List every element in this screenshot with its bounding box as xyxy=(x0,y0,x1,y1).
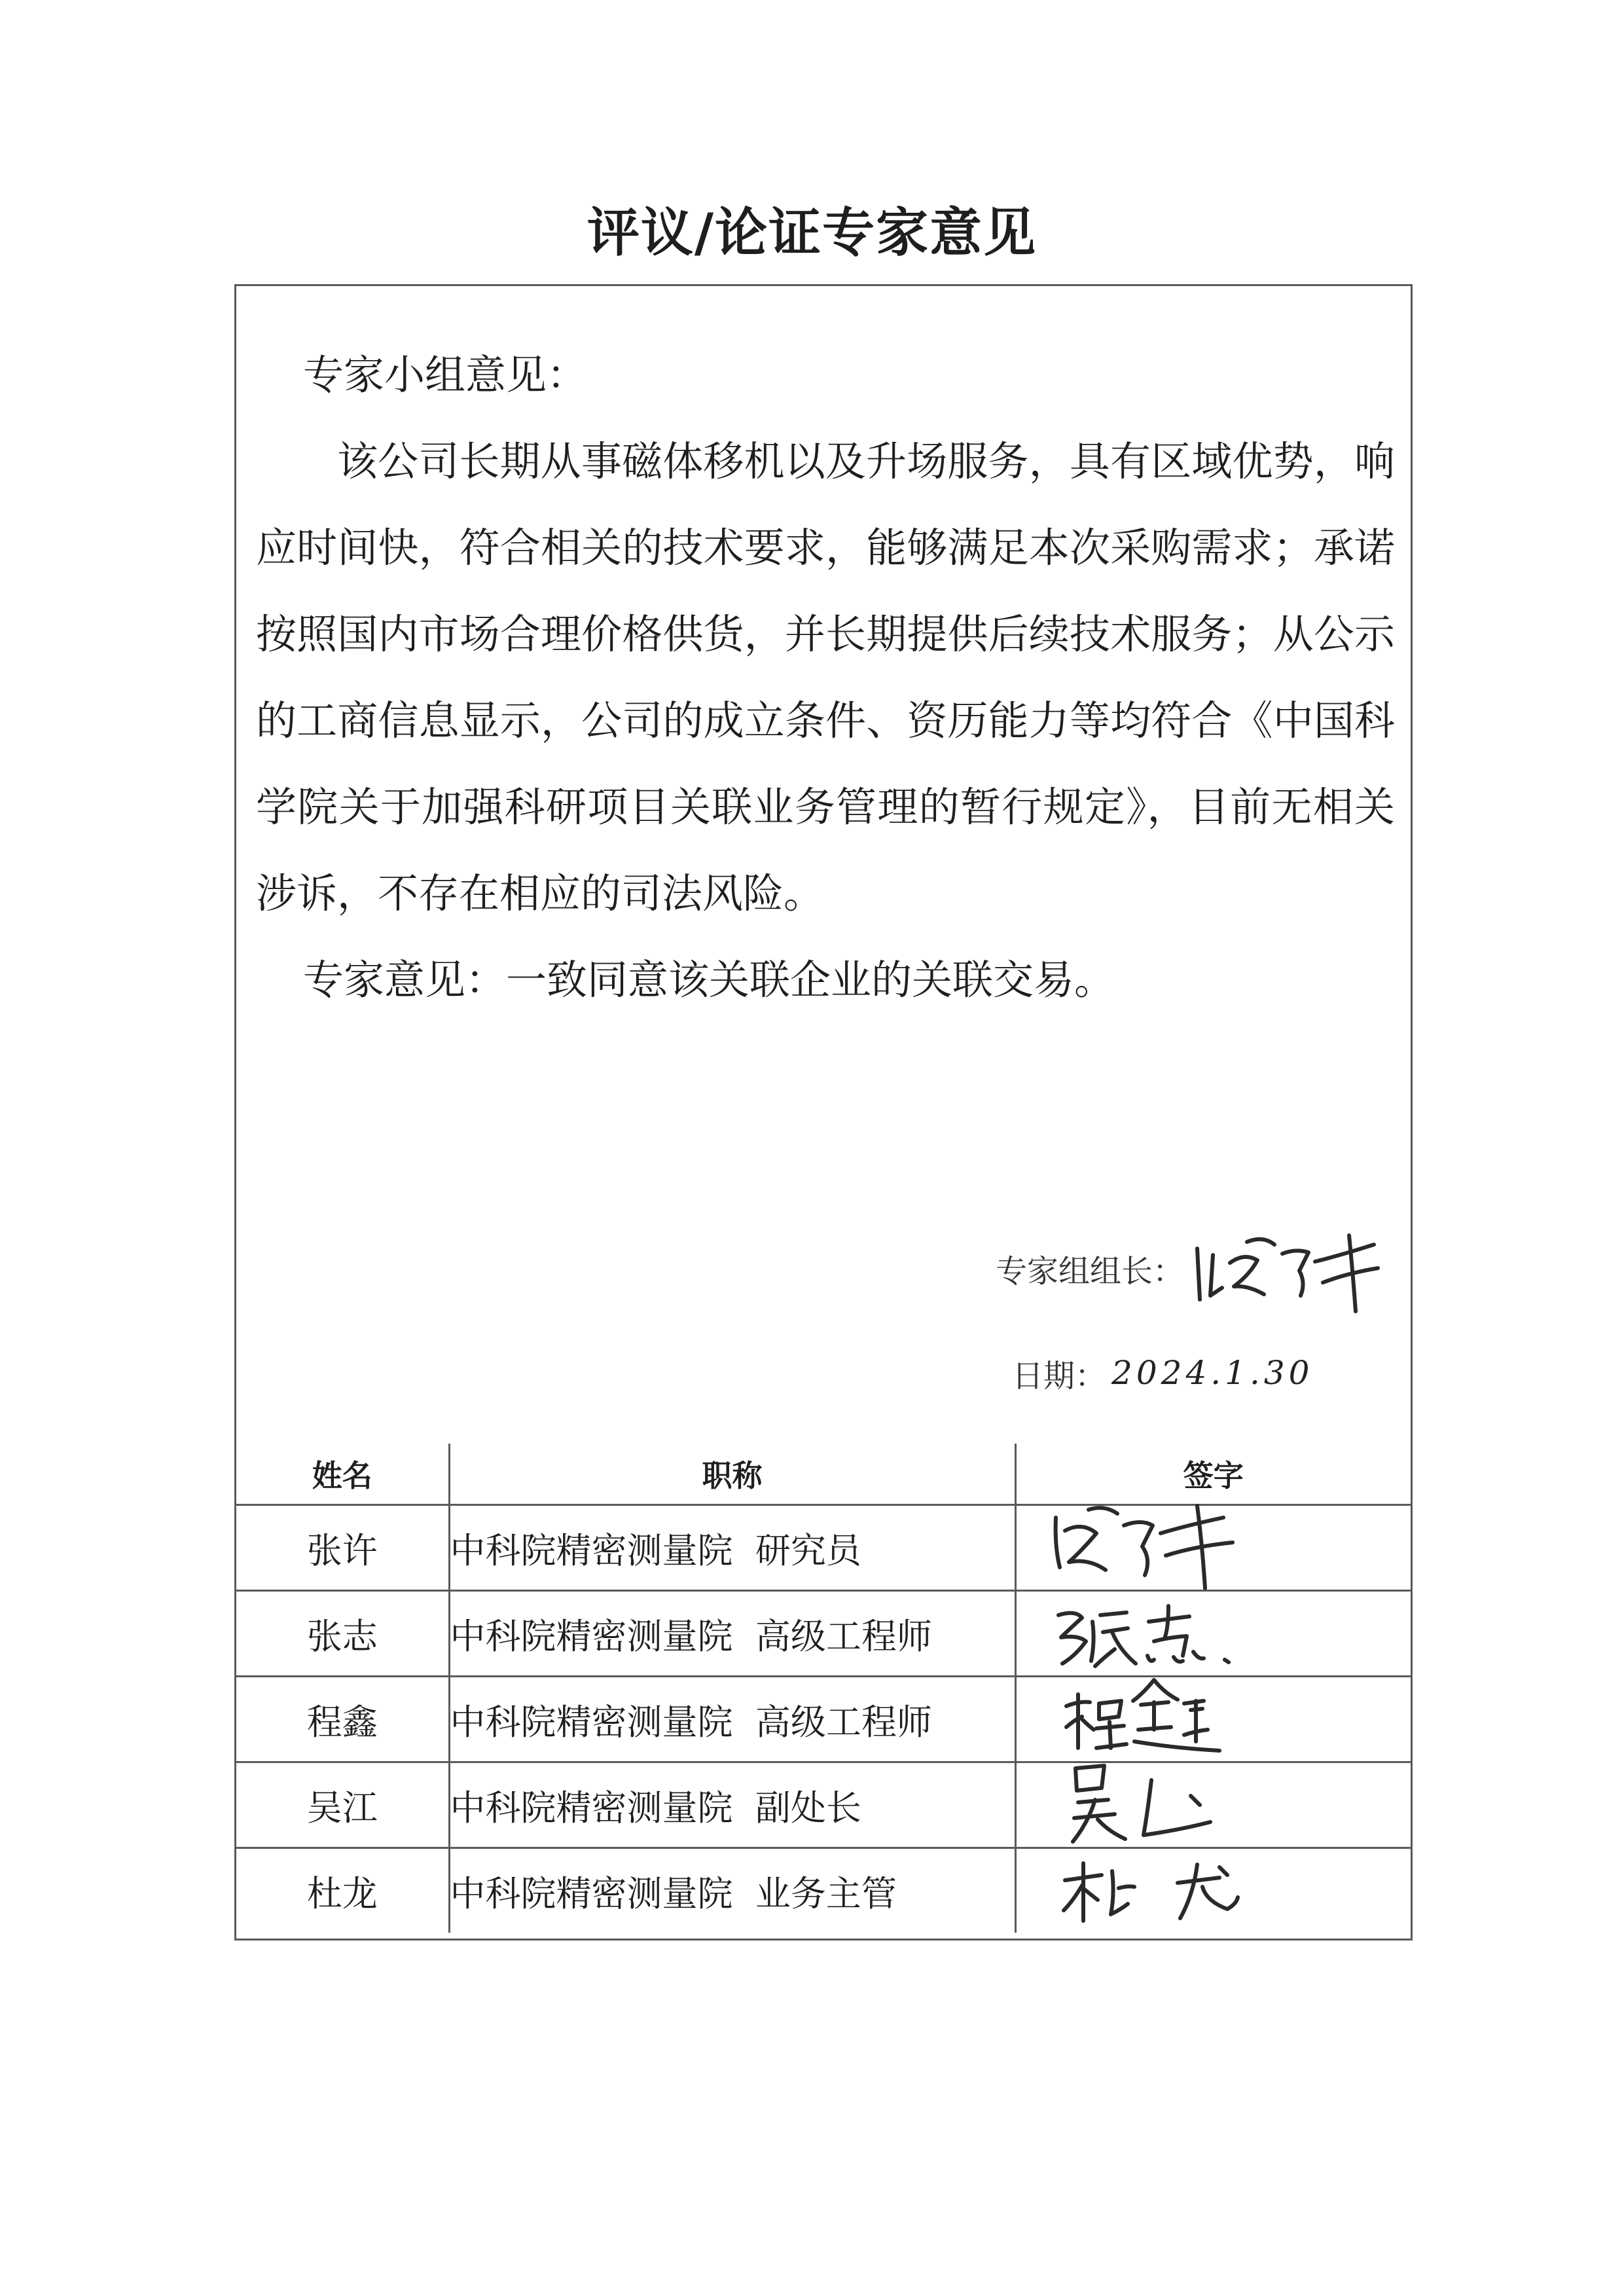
member-name: 张志 xyxy=(236,1591,449,1677)
opinion-body: 该公司长期从事磁体移机以及升场服务，具有区域优势，响应时间快，符合相关的技术要求，能够满足本次采购需求；承诺按照国内市场合理价格供货，并长期提供后续技术服务；从公示的工商信息显示，公司的成立条件、资历能力等均符合《中国科学院关于加强科研项目关联业务管理的暂行规定》，目前无相关涉诉，不存在相应的司法风险。 xyxy=(256,437,1395,917)
member-signature-cell xyxy=(1015,1677,1411,1762)
table-row xyxy=(236,1591,1411,1677)
member-signature xyxy=(1056,1849,1291,1927)
date-row xyxy=(1012,1340,1313,1406)
header-name: 姓名 xyxy=(236,1444,449,1505)
opinion-conclusion: 专家意见：一致同意该关联企业的关联交易。 xyxy=(303,956,1115,1004)
member-signature xyxy=(1049,1595,1285,1674)
header-sign: 签字 xyxy=(1015,1444,1411,1505)
member-signature xyxy=(1062,1754,1272,1852)
member-title: 中科院精密测量院 高级工程师 xyxy=(449,1591,1015,1677)
member-title: 中科院精密测量院 业务主管 xyxy=(449,1848,1015,1933)
member-title: 中科院精密测量院 高级工程师 xyxy=(449,1677,1015,1762)
page-title: 评议/论证专家意见 xyxy=(586,202,1038,263)
member-name: 程鑫 xyxy=(236,1677,449,1762)
member-signature xyxy=(1043,1494,1252,1592)
member-signature-cell xyxy=(1015,1591,1411,1677)
table-row xyxy=(236,1848,1411,1933)
table-row xyxy=(236,1677,1411,1762)
member-signature-cell xyxy=(1015,1848,1411,1933)
date-value: 2024.1.30 xyxy=(1111,1354,1314,1392)
leader-signature-row xyxy=(996,1229,1394,1307)
table-row xyxy=(236,1505,1411,1591)
opinion-label: 专家小组意见： xyxy=(303,351,588,399)
member-title: 中科院精密测量院 副处长 xyxy=(449,1762,1015,1848)
member-signature xyxy=(1056,1671,1265,1762)
date-label: 日期： xyxy=(1012,1357,1107,1394)
table-row xyxy=(236,1762,1411,1848)
leader-label: 专家组组长： xyxy=(996,1252,1185,1290)
opinion-section xyxy=(256,332,1395,1023)
member-signature-cell xyxy=(1015,1762,1411,1848)
member-signature-cell xyxy=(1015,1505,1411,1591)
leader-signature xyxy=(1184,1222,1394,1314)
member-name: 杜龙 xyxy=(236,1848,449,1933)
member-name: 张许 xyxy=(236,1505,449,1591)
header-title: 职称 xyxy=(449,1444,1015,1505)
expert-table xyxy=(236,1444,1411,1933)
member-title: 中科院精密测量院 研究员 xyxy=(449,1505,1015,1591)
opinion-form xyxy=(234,284,1413,1941)
member-name: 吴江 xyxy=(236,1762,449,1848)
